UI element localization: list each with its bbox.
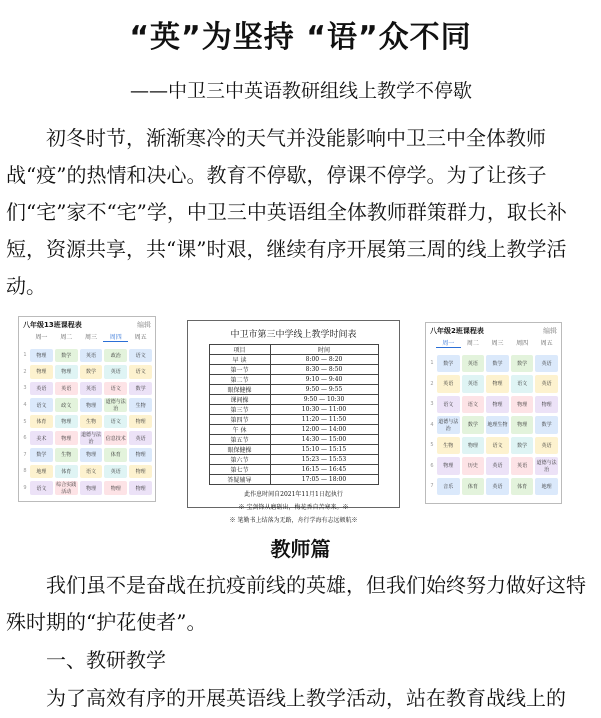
period-number: 8 <box>23 468 27 475</box>
period-number: 3 <box>430 401 434 408</box>
weekday-label: 周三 <box>84 334 97 341</box>
schedule-cell: 英语 <box>30 382 53 396</box>
schedule-title: 八年级13班课程表 <box>23 321 82 329</box>
schedule-cell: 数学 <box>511 355 534 373</box>
schedule-cell: 地理 <box>30 465 53 479</box>
schedule-cell: 体育 <box>462 478 485 496</box>
timetable-title: 中卫市第三中学线上教学时间表 <box>230 330 357 340</box>
schedule-row <box>21 397 153 414</box>
timetable-cell: 10:30 — 11:00 <box>270 405 378 415</box>
schedule-cell: 生物 <box>437 437 460 455</box>
schedule-cell: 物理 <box>511 396 534 414</box>
schedule-cell: 数学 <box>55 349 78 363</box>
paragraph-teachers: 我们虽不是奋战在抗疫前线的英雄，但我们始终努力做好这特殊时期的“护花使者”。 <box>6 573 586 634</box>
schedule-cell: 语文 <box>511 375 534 393</box>
schedule-cell: 数学 <box>30 448 53 462</box>
section-heading: 教师篇 <box>270 537 331 561</box>
timetable-cell: 午 休 <box>209 425 270 435</box>
timetable-cell: 第四节 <box>209 415 270 425</box>
schedule-cell: 英语 <box>104 365 127 379</box>
schedule-cell: 物理 <box>30 365 53 379</box>
period-number: 5 <box>23 418 27 425</box>
period-number: 5 <box>430 442 434 449</box>
schedule-cell: 语文 <box>486 437 509 455</box>
schedule-cell: 道德与法治 <box>437 416 460 434</box>
schedule-cell: 物理 <box>80 448 103 462</box>
schedule-cell: 物理 <box>129 448 152 462</box>
timetable-row <box>209 385 378 395</box>
schedule-cell: 语文 <box>129 365 152 379</box>
timetable-cell: 8:00 — 8:20 <box>270 355 378 365</box>
timetable-row <box>209 455 378 465</box>
schedule-row <box>428 476 559 497</box>
schedule-cell: 英语 <box>486 457 509 475</box>
schedule-cell: 英语 <box>437 375 460 393</box>
weekday-label: 周五 <box>134 334 147 341</box>
timetable-row <box>209 365 378 375</box>
schedule-row <box>21 447 153 464</box>
schedule-cell: 综合实践活动 <box>56 482 77 496</box>
schedule-row <box>21 480 153 497</box>
paragraph-teaching: 为了高效有序的开展英语线上教学活动，站在教育战线上的 <box>46 686 566 710</box>
timetable-motto: ※ 笔勤书上结落为无路，舟行学海有志远顿航※ <box>229 517 358 524</box>
timetable-row <box>209 415 378 425</box>
schedule-cell: 英语 <box>129 431 152 445</box>
timetable-cell: 15:10 — 15:15 <box>270 445 378 455</box>
schedule-cell: 数学 <box>462 416 485 434</box>
period-number: 6 <box>430 462 434 469</box>
period-number: 6 <box>23 435 27 442</box>
paragraph-intro: 初冬时节，渐渐寒冷的天气并没能影响中卫三中全体教师战“疫”的热情和决心。教育不停歇，停课不停学。为了让孩子们“宅”家不“宅”学，中卫三中英语组全体教师群策群力，取长补短，资源共享，共“课”时艰，继续有序开展第三周的线上教学活动。 <box>6 126 567 298</box>
schedule-cell: 英语 <box>55 382 78 396</box>
weekday-label: 周一 <box>35 334 48 341</box>
schedule-cell: 美术 <box>30 431 53 445</box>
timetable-cell: 答疑辅导 <box>209 475 270 485</box>
article-title: “英”为坚持 “语”众不同 <box>129 20 472 55</box>
timetable-row <box>209 405 378 415</box>
timetable-cell: 课间操 <box>209 395 270 405</box>
schedule-cell: 道德与法治 <box>535 457 558 475</box>
schedule-cell: 物理 <box>55 415 78 429</box>
schedule-row <box>21 364 153 381</box>
timetable-cell: 早 读 <box>209 355 270 365</box>
schedule-image-class2 <box>425 322 562 504</box>
weekday-label: 周四 <box>516 340 529 347</box>
schedule-cell: 物理 <box>55 431 78 445</box>
weekday-label: 周五 <box>540 340 553 347</box>
timetable-row <box>209 475 378 485</box>
timetable-row <box>209 375 378 385</box>
weekday-label: 周四 <box>103 332 128 342</box>
schedule-cell: 语文 <box>104 415 127 429</box>
schedule-grid <box>428 353 559 497</box>
schedule-row <box>428 374 559 395</box>
period-number: 4 <box>430 421 434 428</box>
timetable-cell: 12:00 — 14:00 <box>270 425 378 435</box>
schedule-cell: 物理 <box>535 396 558 414</box>
timetable-cell: 第三节 <box>209 405 270 415</box>
schedule-row <box>428 456 559 477</box>
schedule-cell: 历史 <box>462 457 485 475</box>
schedule-row <box>21 413 153 430</box>
schedule-cell: 物理 <box>437 457 460 475</box>
schedule-cell: 英语 <box>80 382 103 396</box>
schedule-cell: 数学 <box>437 355 460 373</box>
period-number: 4 <box>23 402 27 409</box>
timetable-cell: 8:30 — 8:50 <box>270 365 378 375</box>
timetable-cell: 第六节 <box>209 455 270 465</box>
schedule-cell: 物理 <box>129 415 152 429</box>
schedule-cell: 地理 <box>535 478 558 496</box>
timetable-row <box>209 445 378 455</box>
schedule-row <box>428 353 559 374</box>
period-number: 2 <box>430 380 434 387</box>
timetable-row <box>209 435 378 445</box>
timetable-row <box>209 465 378 475</box>
timetable-cell: 眼保健操 <box>209 445 270 455</box>
schedule-cell: 物理 <box>30 349 53 363</box>
schedule-cell: 数学 <box>535 416 558 434</box>
schedule-cell: 物理 <box>129 481 152 495</box>
schedule-cell: 物理 <box>80 481 103 495</box>
timetable-row <box>209 355 378 365</box>
schedule-cell: 英语 <box>511 457 534 475</box>
schedule-cell: 语文 <box>30 398 53 412</box>
schedule-title: 八年级2班课程表 <box>430 327 484 335</box>
subsection-heading: 一、教研教学 <box>46 648 166 672</box>
schedule-cell: 英语 <box>535 355 558 373</box>
schedule-cell: 英语 <box>462 355 485 373</box>
schedule-cell: 语文 <box>437 396 460 414</box>
timetable-image <box>187 320 400 524</box>
schedule-cell: 音乐 <box>437 478 460 496</box>
timetable-cell: 眼保健操 <box>209 385 270 395</box>
schedule-cell: 生物 <box>129 398 152 412</box>
timetable-row <box>209 395 378 405</box>
schedule-cell: 语文 <box>129 349 152 363</box>
schedule-cell: 生物 <box>80 415 103 429</box>
schedule-row <box>428 415 559 436</box>
timetable-cell: 第五节 <box>209 435 270 445</box>
schedule-cell: 体育 <box>104 448 127 462</box>
schedule-cell: 语文 <box>30 481 53 495</box>
schedule-cell: 道德与法治 <box>80 432 101 446</box>
timetable-cell: 15:23 — 15:53 <box>270 455 378 465</box>
period-number: 1 <box>23 352 27 359</box>
weekday-label: 周一 <box>436 338 461 348</box>
period-number: 9 <box>23 485 27 492</box>
schedule-cell: 语文 <box>462 396 485 414</box>
timetable-header: 项目 <box>209 345 270 355</box>
schedule-cell: 英语 <box>104 465 127 479</box>
period-number: 2 <box>23 368 27 375</box>
schedule-cell: 物理 <box>462 437 485 455</box>
schedule-cell: 物理 <box>129 465 152 479</box>
timetable-row <box>209 425 378 435</box>
timetable-cell: 14:30 — 15:00 <box>270 435 378 445</box>
period-number: 7 <box>23 451 27 458</box>
period-number: 3 <box>23 385 27 392</box>
timetable-cell: 16:15 — 16:45 <box>270 465 378 475</box>
schedule-image-class13 <box>18 316 156 502</box>
schedule-cell: 数学 <box>511 437 534 455</box>
timetable-cell: 第二节 <box>209 375 270 385</box>
timetable-motto: ※ 宝剑锋从磨砺出，梅花香自苦寒来。※ <box>238 504 349 511</box>
timetable-header: 时间 <box>270 345 378 355</box>
schedule-cell: 道德与法治 <box>105 399 126 413</box>
schedule-cell: 数学 <box>80 365 103 379</box>
timetable-cell: 9:10 — 9:40 <box>270 375 378 385</box>
article-subtitle: ——中卫三中英语教研组线上教学不停歇 <box>130 80 473 102</box>
schedule-row <box>428 394 559 415</box>
schedule-cell: 政治 <box>104 349 127 363</box>
schedule-cell: 英语 <box>535 437 558 455</box>
schedule-row <box>428 435 559 456</box>
weekday-label: 周三 <box>491 340 504 347</box>
schedule-cell: 物理 <box>104 481 127 495</box>
schedule-cell: 数学 <box>486 355 509 373</box>
schedule-cell: 物理 <box>511 416 534 434</box>
schedule-cell: 物理 <box>80 398 103 412</box>
schedule-row <box>21 463 153 480</box>
schedule-cell: 体育 <box>55 465 78 479</box>
schedule-row <box>21 430 153 447</box>
period-number: 7 <box>430 483 434 490</box>
schedule-cell: 数学 <box>129 382 152 396</box>
schedule-cell: 生物 <box>55 448 78 462</box>
timetable-cell: 17:05 — 18:00 <box>270 475 378 485</box>
schedule-cell: 地理生物 <box>486 416 509 434</box>
schedule-cell: 信息技术 <box>104 431 127 445</box>
timetable-note: 此作息时间自2021年11月1日起执行 <box>244 491 343 498</box>
schedule-cell: 政文 <box>55 398 78 412</box>
timetable-cell: 11:20 — 11:50 <box>270 415 378 425</box>
weekday-label: 周二 <box>466 340 479 347</box>
schedule-grid <box>21 347 153 496</box>
schedule-cell: 英语 <box>486 478 509 496</box>
timetable-cell: 9:50 — 10:30 <box>270 395 378 405</box>
edit-label: 编辑 <box>543 327 557 335</box>
schedule-cell: 英语 <box>535 375 558 393</box>
schedule-cell: 物理 <box>486 396 509 414</box>
schedule-cell: 英语 <box>80 349 103 363</box>
period-number: 1 <box>430 360 434 367</box>
schedule-cell: 语文 <box>80 465 103 479</box>
weekday-header <box>19 332 155 344</box>
schedule-cell: 英语 <box>462 375 485 393</box>
schedule-cell: 体育 <box>511 478 534 496</box>
schedule-cell: 物理 <box>55 365 78 379</box>
schedule-cell: 语文 <box>104 382 127 396</box>
weekday-header <box>426 338 561 350</box>
timetable-cell: 第一节 <box>209 365 270 375</box>
schedule-cell: 体育 <box>30 415 53 429</box>
timetable-cell: 9:50 — 9:55 <box>270 385 378 395</box>
weekday-label: 周二 <box>60 334 73 341</box>
schedule-row <box>21 347 153 364</box>
timetable-cell: 第七节 <box>209 465 270 475</box>
timetable-table <box>209 344 379 485</box>
edit-label: 编辑 <box>137 321 151 329</box>
schedule-row <box>21 380 153 397</box>
schedule-cell: 物理 <box>486 375 509 393</box>
